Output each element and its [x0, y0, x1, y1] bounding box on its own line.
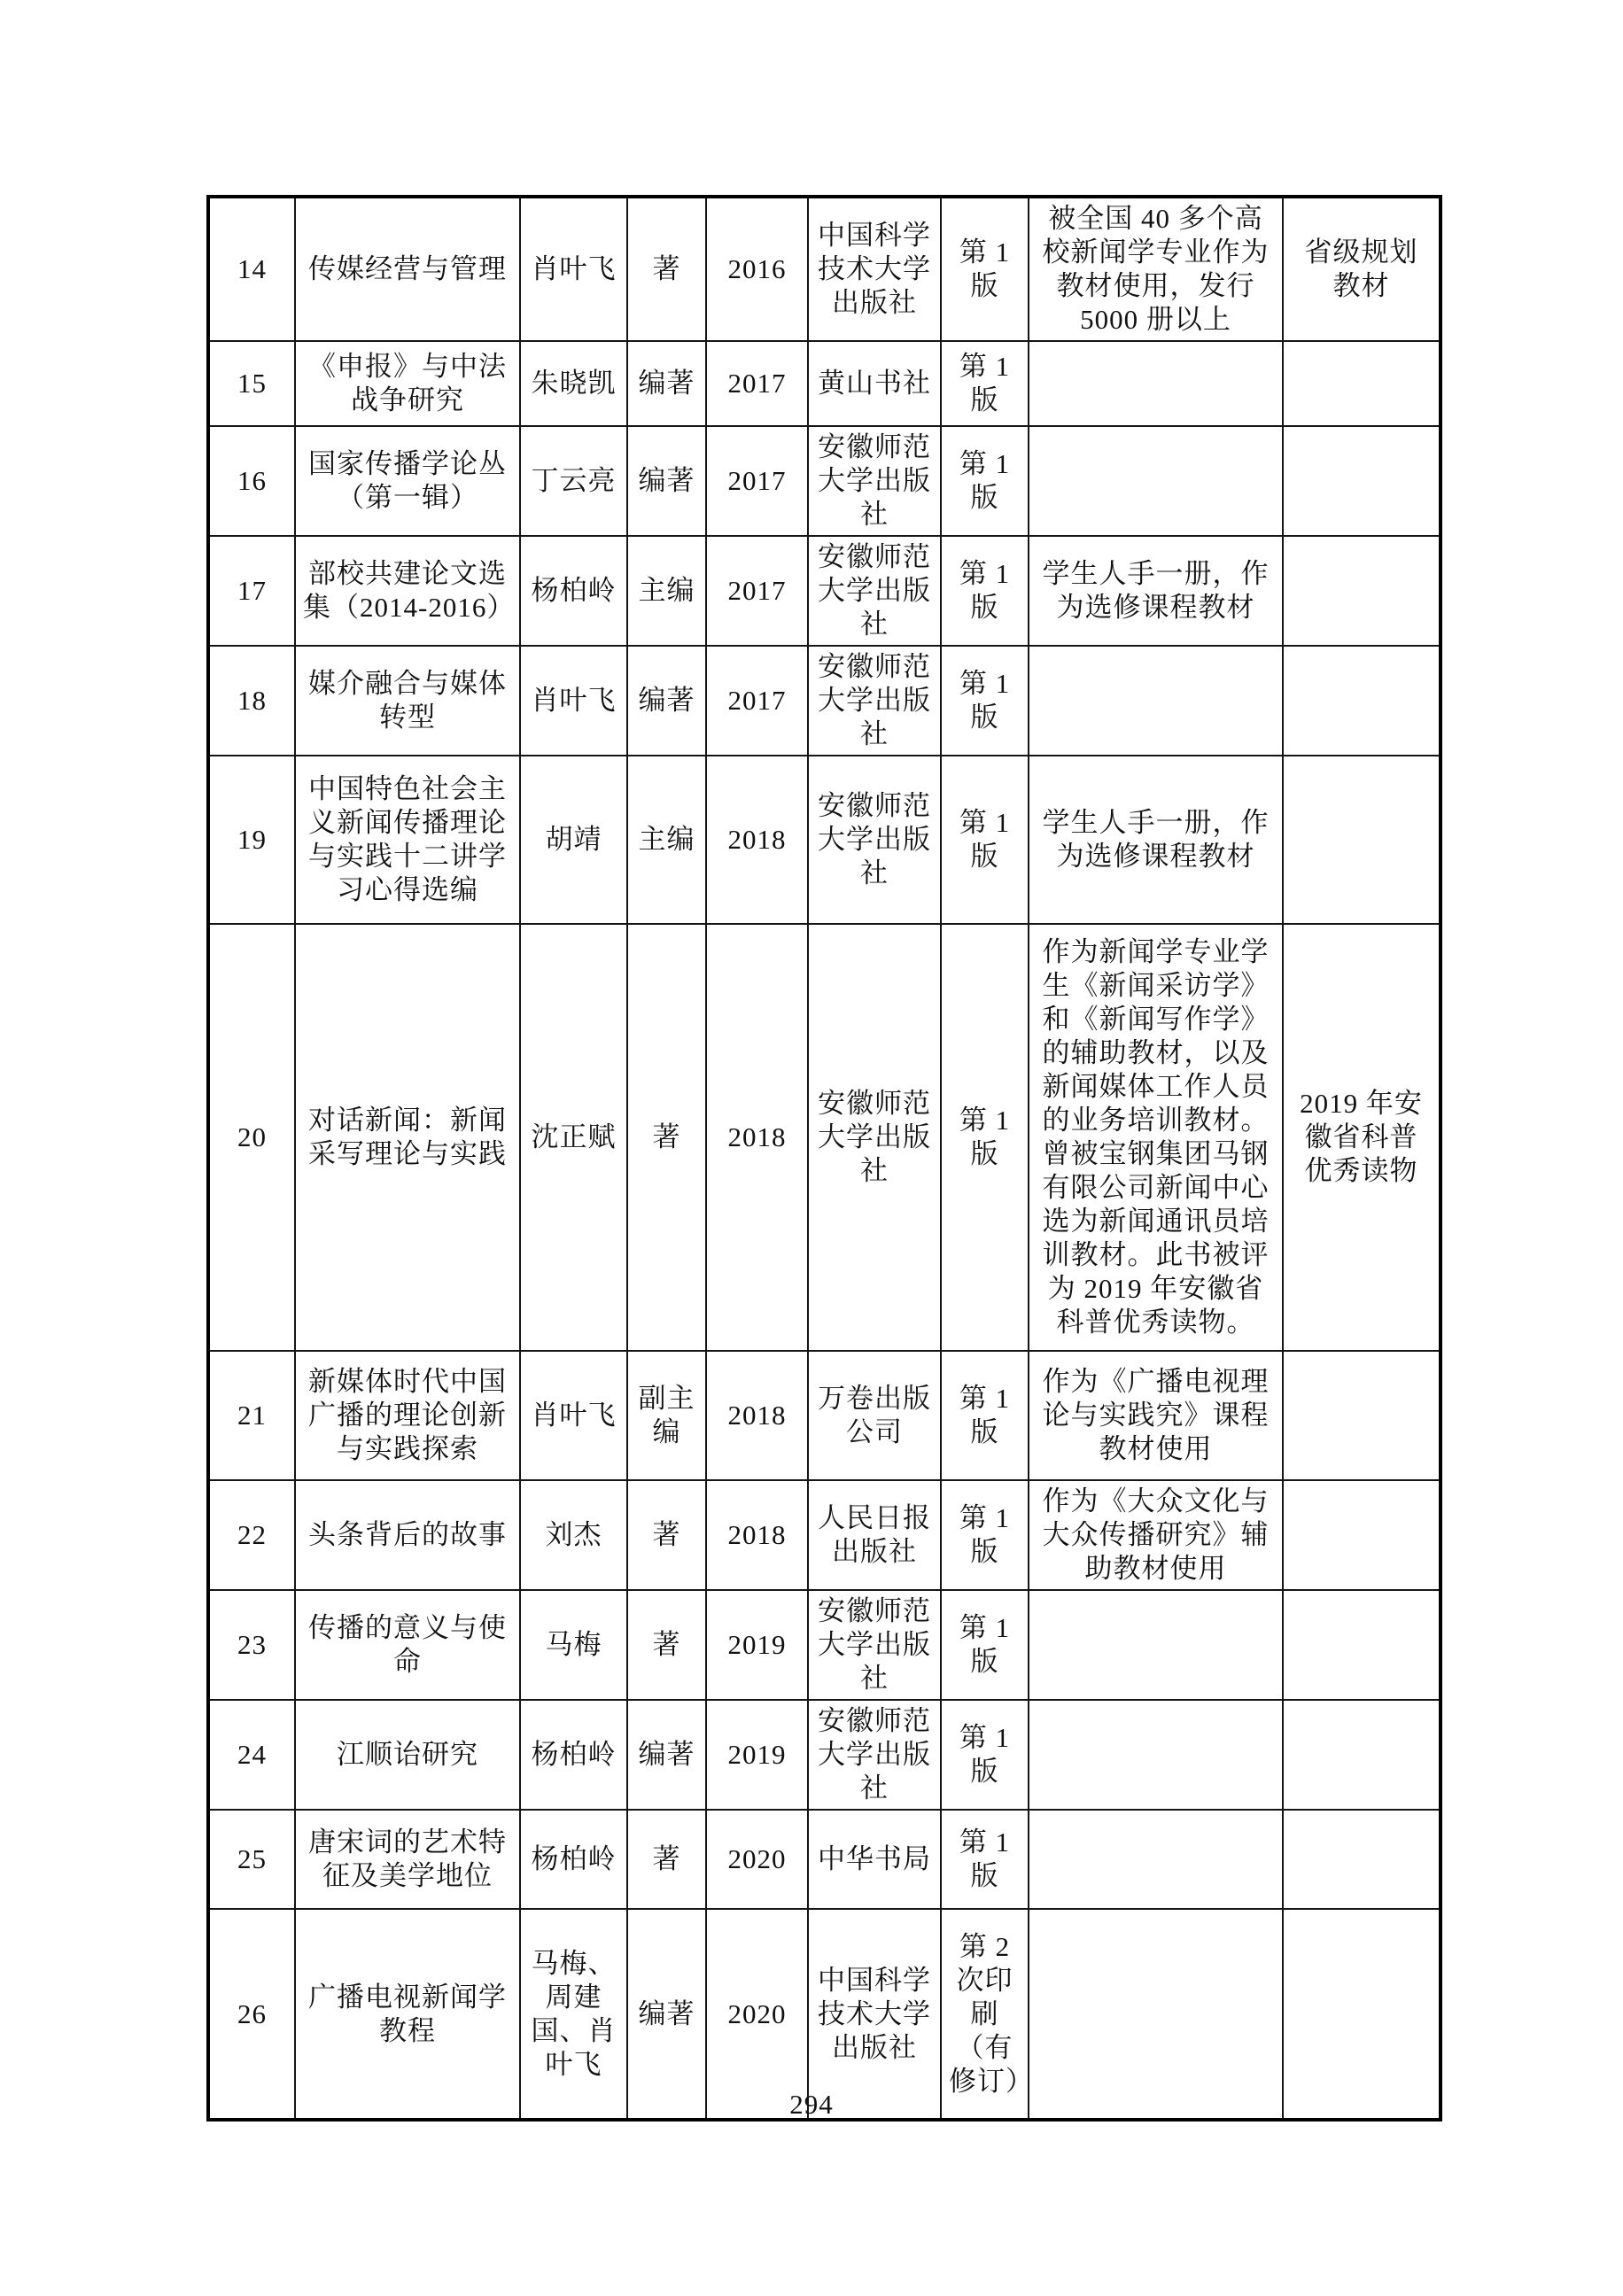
cell-award: [1283, 426, 1441, 536]
cell-book-title: 国家传播学论丛（第一辑）: [295, 426, 520, 536]
cell-book-title: 传媒经营与管理: [295, 197, 520, 341]
cell-book-title: 新媒体时代中国广播的理论创新与实践探索: [295, 1351, 520, 1480]
cell-book-title: 媒介融合与媒体转型: [295, 646, 520, 756]
cell-role: 著: [627, 1480, 706, 1590]
cell-edition: 第 1 版: [941, 1590, 1029, 1700]
cell-year: 2017: [706, 341, 808, 426]
cell-edition: 第 2 次印刷（有修订）: [941, 1909, 1029, 2120]
cell-award: [1283, 646, 1441, 756]
cell-year: 2018: [706, 1351, 808, 1480]
cell-publisher: 安徽师范大学出版社: [808, 1700, 941, 1810]
cell-notes: 被全国 40 多个高校新闻学专业作为教材使用，发行 5000 册以上: [1029, 197, 1283, 341]
cell-award: [1283, 341, 1441, 426]
cell-award: 省级规划教材: [1283, 197, 1441, 341]
cell-year: 2019: [706, 1700, 808, 1810]
cell-row-number: 19: [208, 756, 295, 924]
cell-role: 主编: [627, 756, 706, 924]
cell-book-title: 《申报》与中法战争研究: [295, 341, 520, 426]
cell-role: 著: [627, 1810, 706, 1909]
cell-award: [1283, 536, 1441, 646]
cell-publisher: 安徽师范大学出版社: [808, 426, 941, 536]
table-row: [208, 341, 1441, 426]
cell-publisher: 安徽师范大学出版社: [808, 1590, 941, 1700]
table-row: [208, 536, 1441, 646]
cell-edition: 第 1 版: [941, 426, 1029, 536]
cell-publisher: 安徽师范大学出版社: [808, 924, 941, 1351]
cell-year: 2017: [706, 646, 808, 756]
cell-publisher: 安徽师范大学出版社: [808, 536, 941, 646]
cell-book-title: 广播电视新闻学教程: [295, 1909, 520, 2120]
cell-publisher: 人民日报出版社: [808, 1480, 941, 1590]
cell-notes: 作为《大众文化与大众传播研究》辅助教材使用: [1029, 1480, 1283, 1590]
cell-award: [1283, 1590, 1441, 1700]
cell-publisher: 黄山书社: [808, 341, 941, 426]
cell-edition: 第 1 版: [941, 341, 1029, 426]
cell-publisher: 安徽师范大学出版社: [808, 756, 941, 924]
cell-notes: [1029, 1810, 1283, 1909]
cell-role: 著: [627, 1590, 706, 1700]
table-row: [208, 1590, 1441, 1700]
cell-author: 丁云亮: [520, 426, 627, 536]
cell-edition: 第 1 版: [941, 1700, 1029, 1810]
cell-author: 肖叶飞: [520, 646, 627, 756]
cell-book-title: 对话新闻：新闻采写理论与实践: [295, 924, 520, 1351]
cell-author: 肖叶飞: [520, 197, 627, 341]
cell-author: 朱晓凯: [520, 341, 627, 426]
cell-edition: 第 1 版: [941, 646, 1029, 756]
cell-edition: 第 1 版: [941, 1810, 1029, 1909]
cell-year: 2018: [706, 756, 808, 924]
cell-notes: [1029, 646, 1283, 756]
table-row: [208, 197, 1441, 341]
cell-author: 马梅: [520, 1590, 627, 1700]
cell-notes: [1029, 1700, 1283, 1810]
cell-author: 马梅、周建国、肖叶飞: [520, 1909, 627, 2120]
cell-year: 2017: [706, 426, 808, 536]
cell-notes: 作为《广播电视理论与实践究》课程教材使用: [1029, 1351, 1283, 1480]
table-row: [208, 1351, 1441, 1480]
cell-publisher: 中华书局: [808, 1810, 941, 1909]
cell-book-title: 传播的意义与使命: [295, 1590, 520, 1700]
cell-book-title: 中国特色社会主义新闻传播理论与实践十二讲学习心得选编: [295, 756, 520, 924]
cell-edition: 第 1 版: [941, 924, 1029, 1351]
cell-row-number: 21: [208, 1351, 295, 1480]
cell-award: [1283, 1700, 1441, 1810]
table-row: [208, 646, 1441, 756]
cell-notes: 作为新闻学专业学生《新闻采访学》和《新闻写作学》的辅助教材，以及新闻媒体工作人员的业务培训教材。曾被宝钢集团马钢有限公司新闻中心选为新闻通讯员培训教材。此书被评为 2019 年安徽省科普优秀读物。: [1029, 924, 1283, 1351]
table-row: [208, 1810, 1441, 1909]
cell-award: 2019 年安徽省科普优秀读物: [1283, 924, 1441, 1351]
cell-notes: 学生人手一册，作为选修课程教材: [1029, 536, 1283, 646]
cell-role: 编著: [627, 1909, 706, 2120]
cell-publisher: 中国科学技术大学出版社: [808, 1909, 941, 2120]
cell-year: 2019: [706, 1590, 808, 1700]
cell-book-title: 唐宋词的艺术特征及美学地位: [295, 1810, 520, 1909]
publications-table: [206, 195, 1442, 2121]
cell-row-number: 26: [208, 1909, 295, 2120]
cell-edition: 第 1 版: [941, 1351, 1029, 1480]
cell-row-number: 24: [208, 1700, 295, 1810]
cell-book-title: 头条背后的故事: [295, 1480, 520, 1590]
table-row: [208, 426, 1441, 536]
cell-row-number: 25: [208, 1810, 295, 1909]
cell-author: 刘杰: [520, 1480, 627, 1590]
cell-role: 主编: [627, 536, 706, 646]
cell-row-number: 14: [208, 197, 295, 341]
cell-row-number: 15: [208, 341, 295, 426]
cell-author: 沈正赋: [520, 924, 627, 1351]
cell-author: 杨柏岭: [520, 1700, 627, 1810]
table-row: [208, 1480, 1441, 1590]
cell-year: 2018: [706, 924, 808, 1351]
cell-notes: [1029, 426, 1283, 536]
cell-award: [1283, 756, 1441, 924]
cell-award: [1283, 1480, 1441, 1590]
cell-book-title: 部校共建论文选集（2014-2016）: [295, 536, 520, 646]
cell-role: 编著: [627, 1700, 706, 1810]
cell-row-number: 20: [208, 924, 295, 1351]
cell-author: 肖叶飞: [520, 1351, 627, 1480]
cell-award: [1283, 1810, 1441, 1909]
page-number: 294: [789, 2089, 834, 2120]
cell-row-number: 16: [208, 426, 295, 536]
cell-year: 2017: [706, 536, 808, 646]
cell-author: 杨柏岭: [520, 536, 627, 646]
cell-role: 著: [627, 197, 706, 341]
cell-edition: 第 1 版: [941, 197, 1029, 341]
table-row: [208, 924, 1441, 1351]
cell-notes: [1029, 1590, 1283, 1700]
cell-author: 杨柏岭: [520, 1810, 627, 1909]
cell-role: 副主编: [627, 1351, 706, 1480]
table-body: [208, 197, 1441, 2120]
cell-publisher: 万卷出版公司: [808, 1351, 941, 1480]
cell-edition: 第 1 版: [941, 536, 1029, 646]
cell-year: 2020: [706, 1909, 808, 2120]
cell-role: 编著: [627, 426, 706, 536]
cell-row-number: 22: [208, 1480, 295, 1590]
cell-role: 著: [627, 924, 706, 1351]
cell-row-number: 23: [208, 1590, 295, 1700]
cell-row-number: 18: [208, 646, 295, 756]
cell-edition: 第 1 版: [941, 1480, 1029, 1590]
table-row: [208, 1700, 1441, 1810]
table-row: [208, 756, 1441, 924]
cell-publisher: 中国科学技术大学出版社: [808, 197, 941, 341]
cell-author: 胡靖: [520, 756, 627, 924]
cell-publisher: 安徽师范大学出版社: [808, 646, 941, 756]
cell-notes: [1029, 341, 1283, 426]
cell-award: [1283, 1351, 1441, 1480]
cell-role: 编著: [627, 341, 706, 426]
cell-year: 2018: [706, 1480, 808, 1590]
cell-edition: 第 1 版: [941, 756, 1029, 924]
cell-book-title: 江顺诒研究: [295, 1700, 520, 1810]
cell-year: 2020: [706, 1810, 808, 1909]
cell-role: 编著: [627, 646, 706, 756]
cell-year: 2016: [706, 197, 808, 341]
cell-row-number: 17: [208, 536, 295, 646]
cell-notes: 学生人手一册，作为选修课程教材: [1029, 756, 1283, 924]
